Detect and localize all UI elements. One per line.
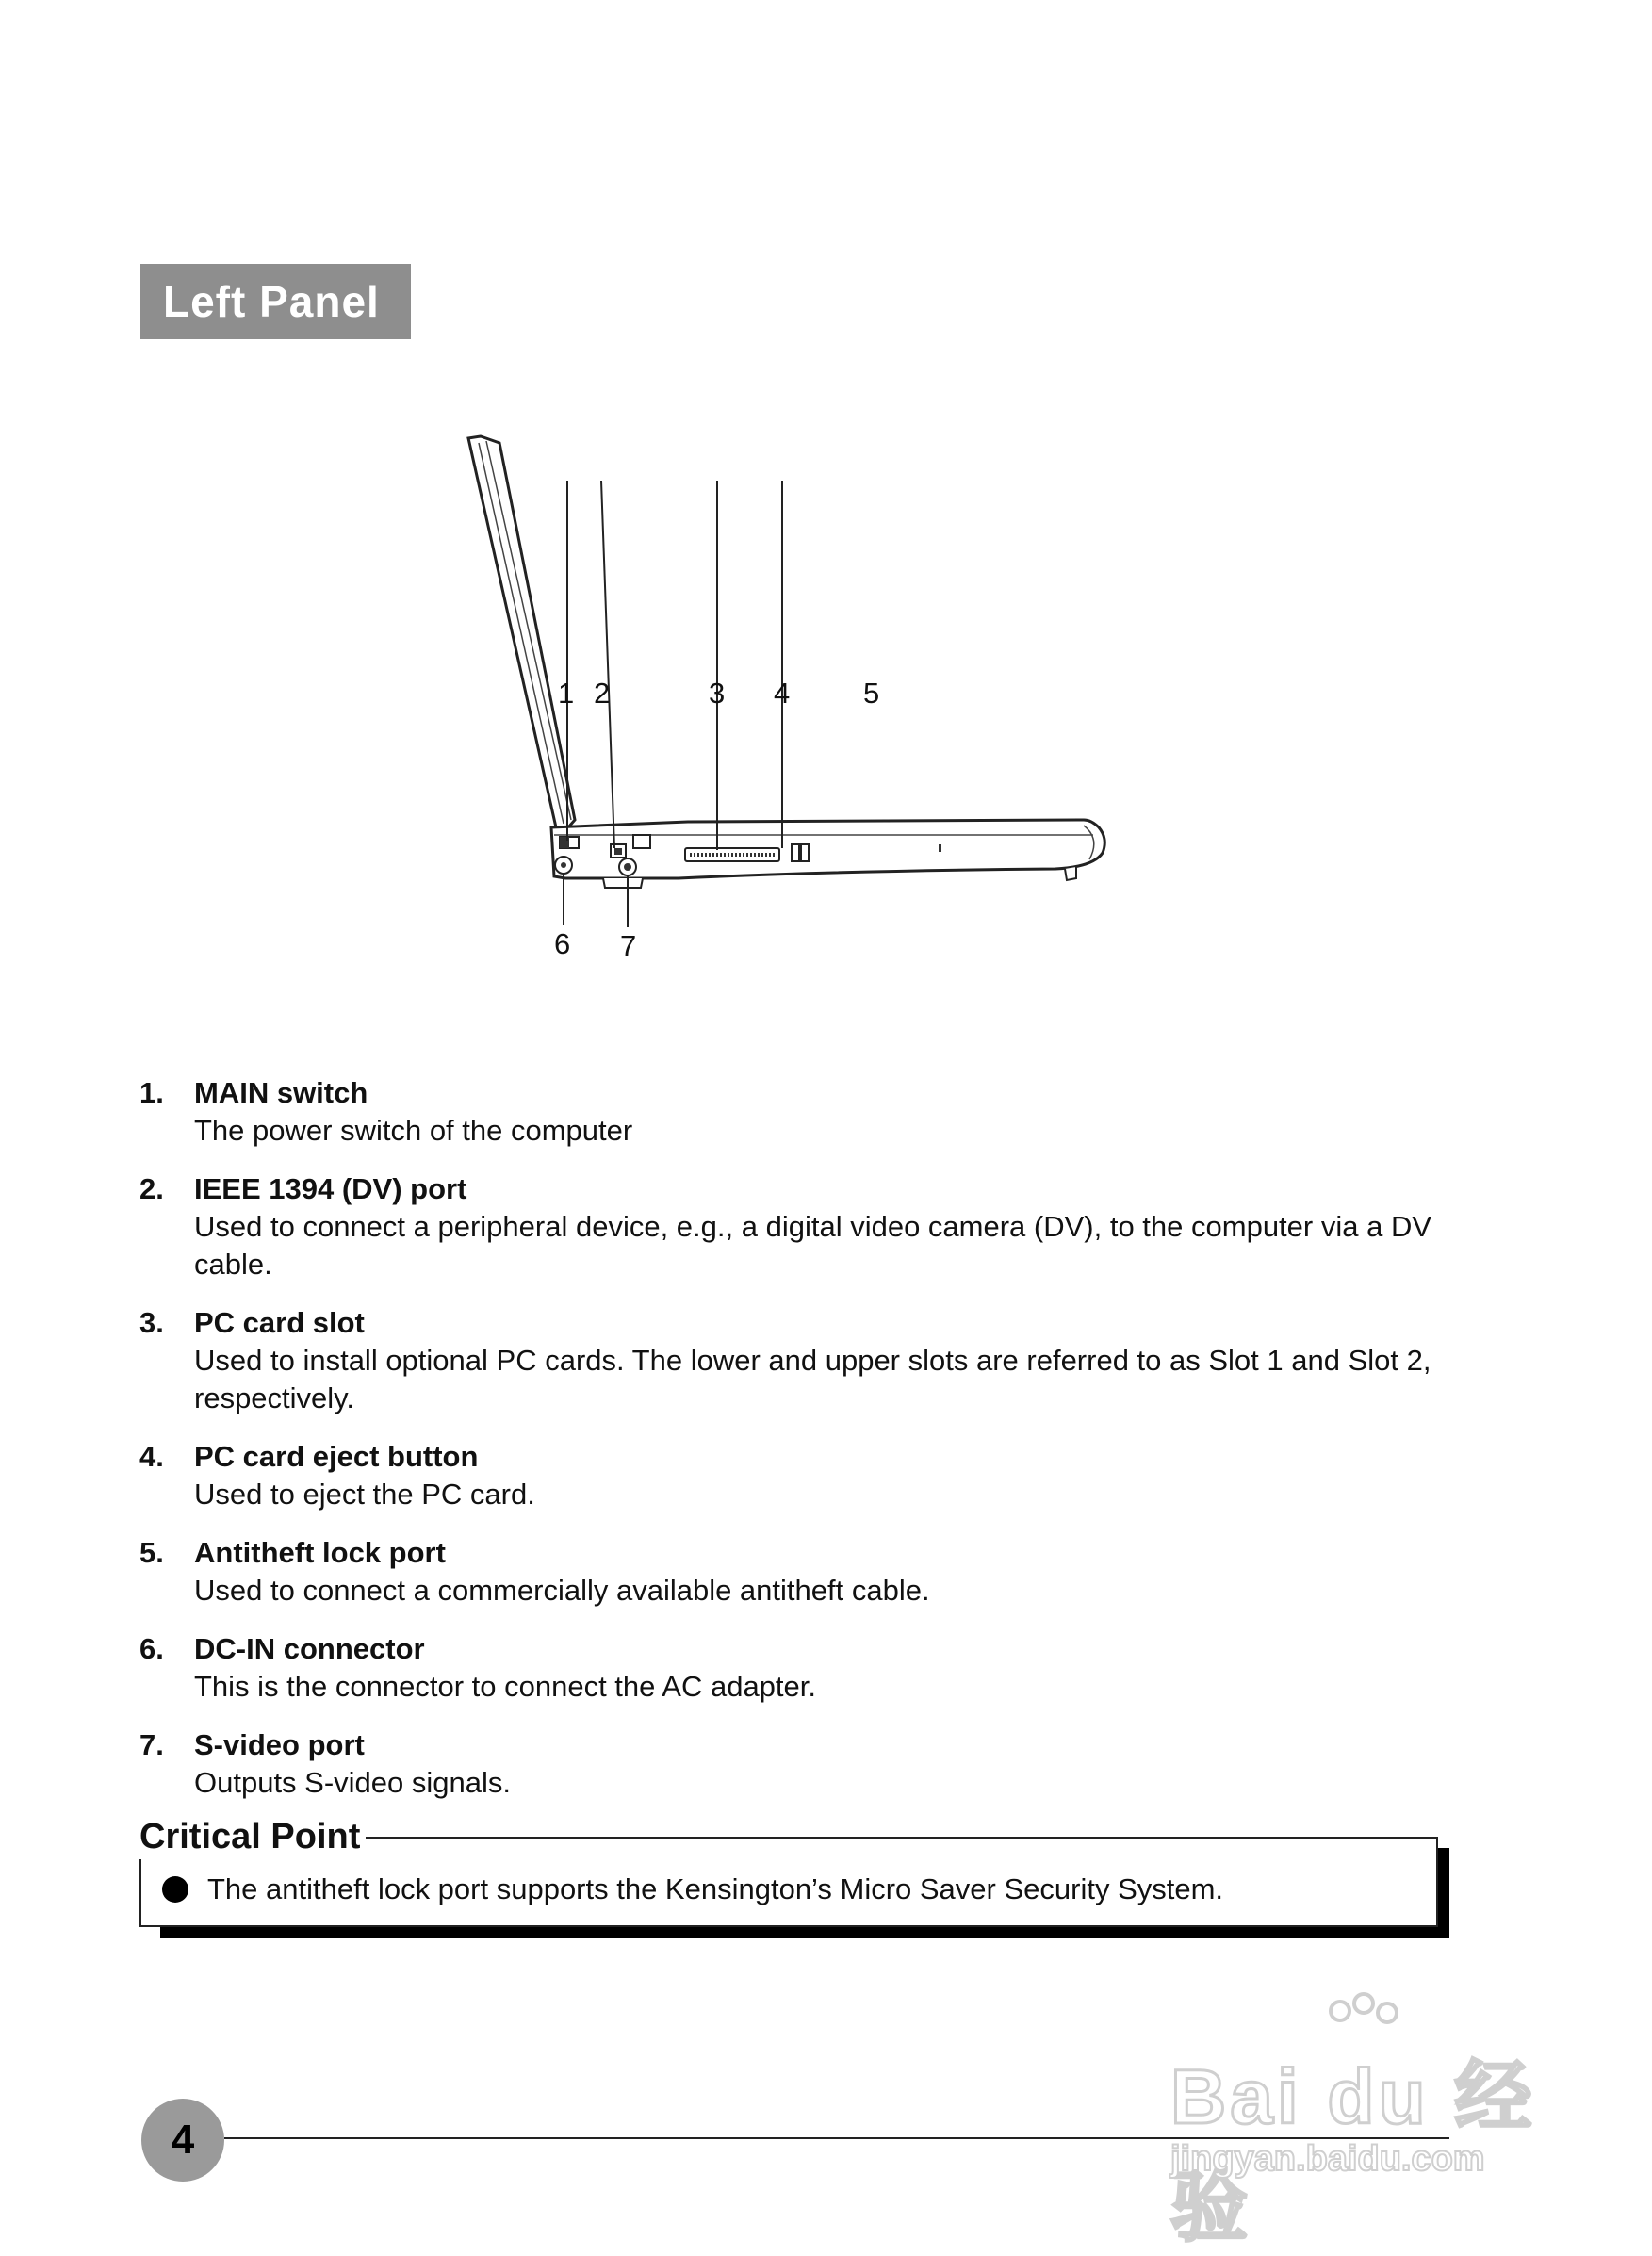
- list-item: [139, 1726, 1478, 1802]
- baidu-watermark: [1161, 1998, 1557, 2250]
- critical-label: Critical Point: [139, 1814, 366, 1859]
- item-title: PC card slot: [194, 1306, 365, 1339]
- laptop-lid: [468, 436, 575, 827]
- item-number: 3.: [139, 1306, 164, 1339]
- item-title: Antitheft lock port: [194, 1536, 446, 1569]
- list-item: [139, 1074, 1478, 1150]
- component-list: [139, 1074, 1478, 1823]
- watermark-url: jingyan.baidu.com: [1170, 2139, 1485, 2179]
- item-title: S-video port: [194, 1728, 365, 1761]
- item-number: 6.: [139, 1632, 164, 1665]
- critical-bullet: [162, 1872, 1223, 1906]
- list-item: [139, 1438, 1478, 1513]
- item-title: IEEE 1394 (DV) port: [194, 1172, 467, 1205]
- item-number: 7.: [139, 1728, 164, 1761]
- item-description: Outputs S-video signals.: [194, 1766, 512, 1799]
- callout-5: 5: [863, 677, 880, 710]
- watermark-brand: Bai du 经验: [1170, 2054, 1536, 2250]
- list-item: [139, 1534, 1478, 1610]
- item-title: PC card eject button: [194, 1440, 479, 1473]
- callout-4: 4: [774, 677, 791, 710]
- item-description: This is the connector to connect the AC adapter.: [194, 1670, 817, 1703]
- item-title: DC-IN connector: [194, 1632, 425, 1665]
- bullet-dot-icon: [162, 1876, 188, 1903]
- antitheft-lock-port: [939, 844, 941, 852]
- item-title: MAIN switch: [194, 1076, 368, 1109]
- pc-card-eject-button: [792, 844, 799, 861]
- callout-3: 3: [709, 677, 726, 710]
- item-description: Used to eject the PC card.: [194, 1478, 535, 1511]
- item-description: Used to connect a peripheral device, e.g., a digital video camera (DV), to the computer via a DV cable.: [194, 1210, 1432, 1281]
- list-item: [139, 1630, 1478, 1706]
- item-number: 4.: [139, 1440, 164, 1473]
- item-description: The power switch of the computer: [194, 1114, 633, 1147]
- item-description: Used to install optional PC cards. The lower and upper slots are referred to as Slot 1 and Slot 2, respectively.: [194, 1344, 1431, 1414]
- callout-1: 1: [558, 677, 575, 710]
- item-description: Used to connect a commercially available antitheft cable.: [194, 1574, 930, 1607]
- list-item: [139, 1170, 1478, 1283]
- laptop-left-side-diagram: [443, 424, 1121, 989]
- critical-point-box: [139, 1814, 1449, 1946]
- item-number: 2.: [139, 1172, 164, 1205]
- callout-2: 2: [594, 677, 611, 710]
- item-number: 1.: [139, 1076, 164, 1109]
- critical-text: The antitheft lock port supports the Kensington’s Micro Saver Security System.: [207, 1872, 1224, 1905]
- list-item: [139, 1304, 1478, 1417]
- callout-7: 7: [620, 929, 637, 962]
- item-number: 5.: [139, 1536, 164, 1569]
- page-number: 4: [141, 2099, 224, 2182]
- callout-6: 6: [554, 927, 571, 960]
- section-title: Left Panel: [140, 264, 411, 339]
- laptop-diagram-svg: [443, 424, 1121, 989]
